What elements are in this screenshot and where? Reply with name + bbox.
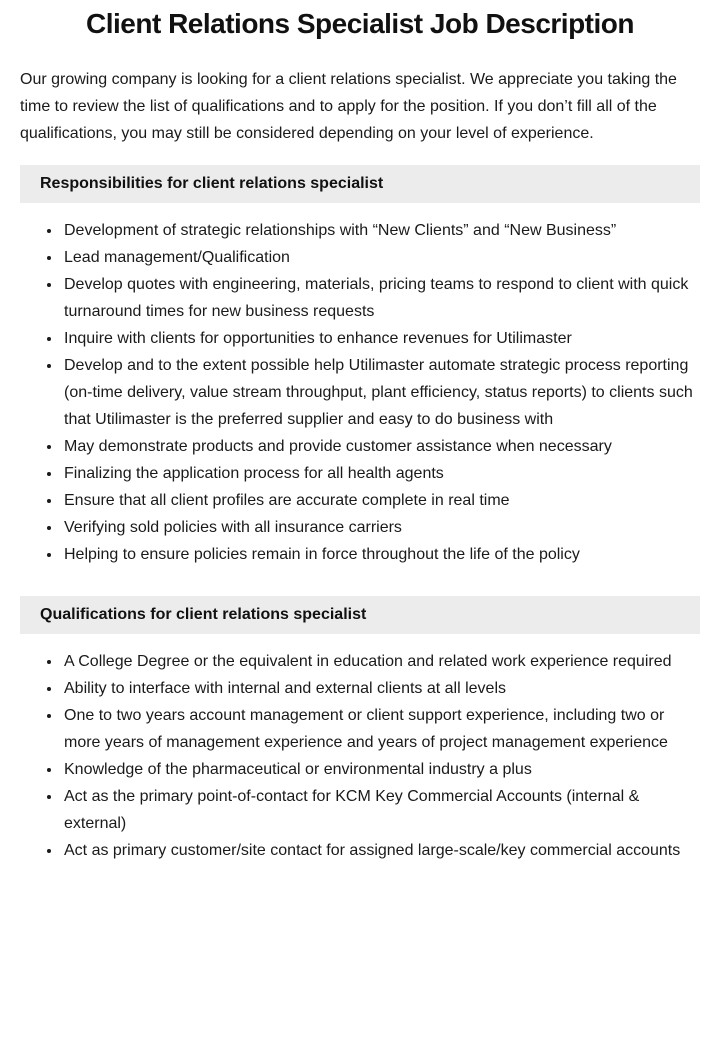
- list-item: • Lead management/Qualification: [62, 244, 700, 271]
- page-title: Client Relations Specialist Job Description: [86, 8, 634, 39]
- list-item: • Development of strategic relationships with “New Clients” and “New Business”: [62, 217, 700, 244]
- list-item: • Verifying sold policies with all insurance carriers: [62, 514, 700, 541]
- list-item: • Develop and to the extent possible help Utilimaster automate strategic process reporting (on-time delivery, value stream throughput, plant efficiency, status reports) to clients such that Utilimaster is the preferred supplier and easy to do business with: [62, 352, 700, 433]
- qualifications-list: [20, 648, 700, 864]
- qualifications-section-heading: Qualifications for client relations specialist: [20, 596, 700, 634]
- responsibilities-section-heading: Responsibilities for client relations specialist: [20, 165, 700, 203]
- list-item: • Knowledge of the pharmaceutical or environmental industry a plus: [62, 756, 700, 783]
- list-item: • Ensure that all client profiles are accurate complete in real time: [62, 487, 700, 514]
- list-item: • Act as primary customer/site contact for assigned large-scale/key commercial accounts: [62, 837, 700, 864]
- list-item: • Act as the primary point-of-contact for KCM Key Commercial Accounts (internal & external): [62, 783, 700, 837]
- list-item: • Ability to interface with internal and external clients at all levels: [62, 675, 700, 702]
- intro-paragraph: Our growing company is looking for a client relations specialist. We appreciate you taking the time to review the list of qualifications and to apply for the position. If you don’t fill all of the qualifications, you may still be considered depending on your level of experience.: [20, 71, 677, 142]
- list-item: • Develop quotes with engineering, materials, pricing teams to respond to client with quick turnaround times for new business requests: [62, 271, 700, 325]
- list-item: • Inquire with clients for opportunities to enhance revenues for Utilimaster: [62, 325, 700, 352]
- list-item: • Finalizing the application process for all health agents: [62, 460, 700, 487]
- list-item: • A College Degree or the equivalent in education and related work experience required: [62, 648, 700, 675]
- responsibilities-list: [20, 217, 700, 568]
- list-item: • One to two years account management or client support experience, including two or more years of management experience and years of project management experience: [62, 702, 700, 756]
- list-item: • Helping to ensure policies remain in force throughout the life of the policy: [62, 541, 700, 568]
- list-item: • May demonstrate products and provide customer assistance when necessary: [62, 433, 700, 460]
